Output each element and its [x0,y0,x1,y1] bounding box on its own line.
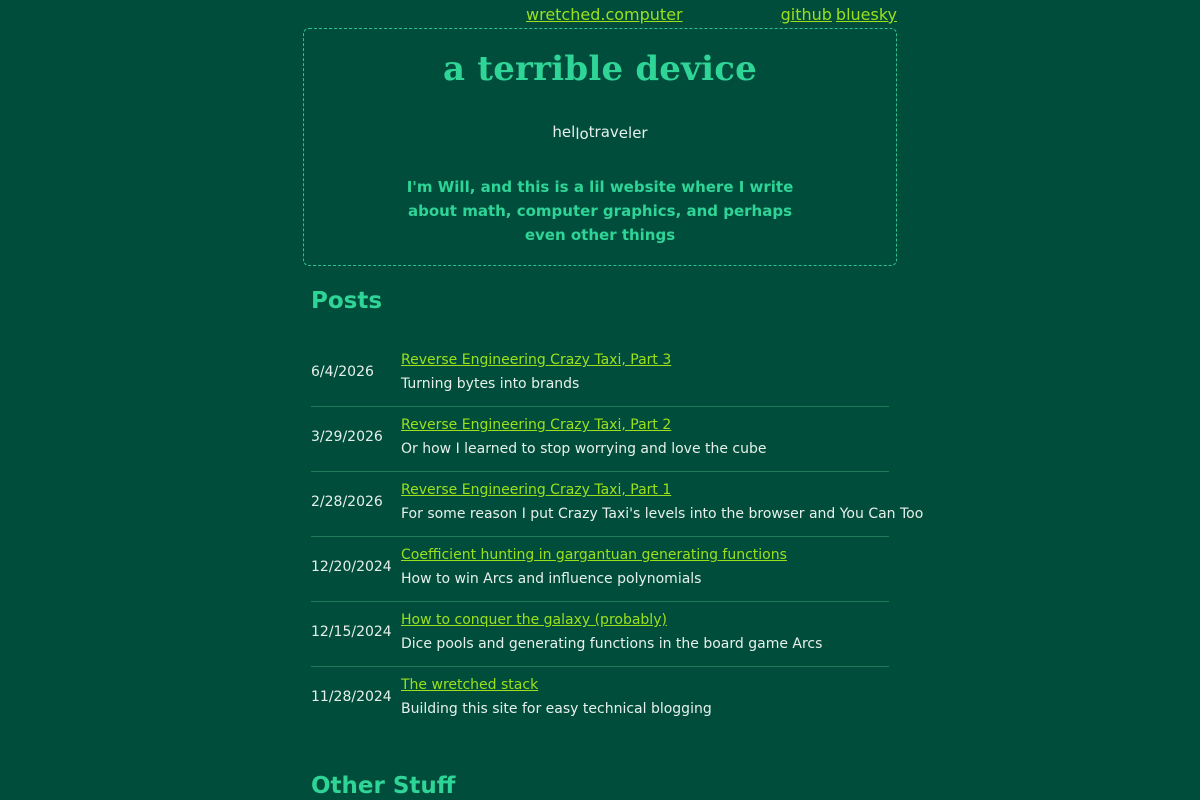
intro-text: I'm Will, and this is a lil website where I write about math, computer graphics, and perhaps even other things [406,178,794,244]
post-description: How to win Arcs and influence polynomials [401,571,702,587]
post-description: Or how I learned to stop worrying and love the cube [401,441,767,457]
post-title-link[interactable]: Coefficient hunting in gargantuan generating functions [401,547,787,563]
site-home-link[interactable]: wretched.computer [526,5,683,24]
post-title-link[interactable]: Reverse Engineering Crazy Taxi, Part 1 [401,482,672,498]
post-date: 12/20/2024 [311,559,392,575]
post-date: 6/4/2026 [311,364,374,380]
post-title-link[interactable]: Reverse Engineering Crazy Taxi, Part 3 [401,352,672,368]
post-description: Turning bytes into brands [401,376,580,392]
post-date: 12/15/2024 [311,624,392,640]
github-link[interactable]: github [780,5,832,24]
top-nav [303,4,897,26]
post-row [311,537,889,602]
bluesky-link[interactable]: bluesky [835,5,897,24]
post-title-link[interactable]: How to conquer the galaxy (probably) [401,612,667,628]
greeting-part: hel [552,123,576,141]
posts-heading: Posts [311,288,383,314]
post-row [311,667,889,731]
post-row [311,342,889,407]
post-row [311,602,889,667]
site-title: a terrible device [443,49,757,89]
post-date: 2/28/2026 [311,494,383,510]
post-row [311,472,924,537]
post-title-link[interactable]: Reverse Engineering Crazy Taxi, Part 2 [401,417,672,433]
post-title-link[interactable]: The wretched stack [401,677,539,693]
greeting-part: eler [618,124,648,142]
greeting-part: lo [575,125,589,143]
post-date: 3/29/2026 [311,429,383,445]
post-description: Dice pools and generating functions in the board game Arcs [401,636,823,652]
posts-list [311,342,924,731]
other-stuff-heading: Other Stuff [311,773,456,799]
hero-box [303,28,897,266]
post-description: For some reason I put Crazy Taxi's levels into the browser and You Can Too [401,506,924,522]
post-description: Building this site for easy technical blogging [401,701,712,717]
greeting-part: trav [588,123,619,141]
post-date: 11/28/2024 [311,689,392,705]
greeting [304,123,896,141]
post-row [311,407,889,472]
social-links [781,5,897,24]
